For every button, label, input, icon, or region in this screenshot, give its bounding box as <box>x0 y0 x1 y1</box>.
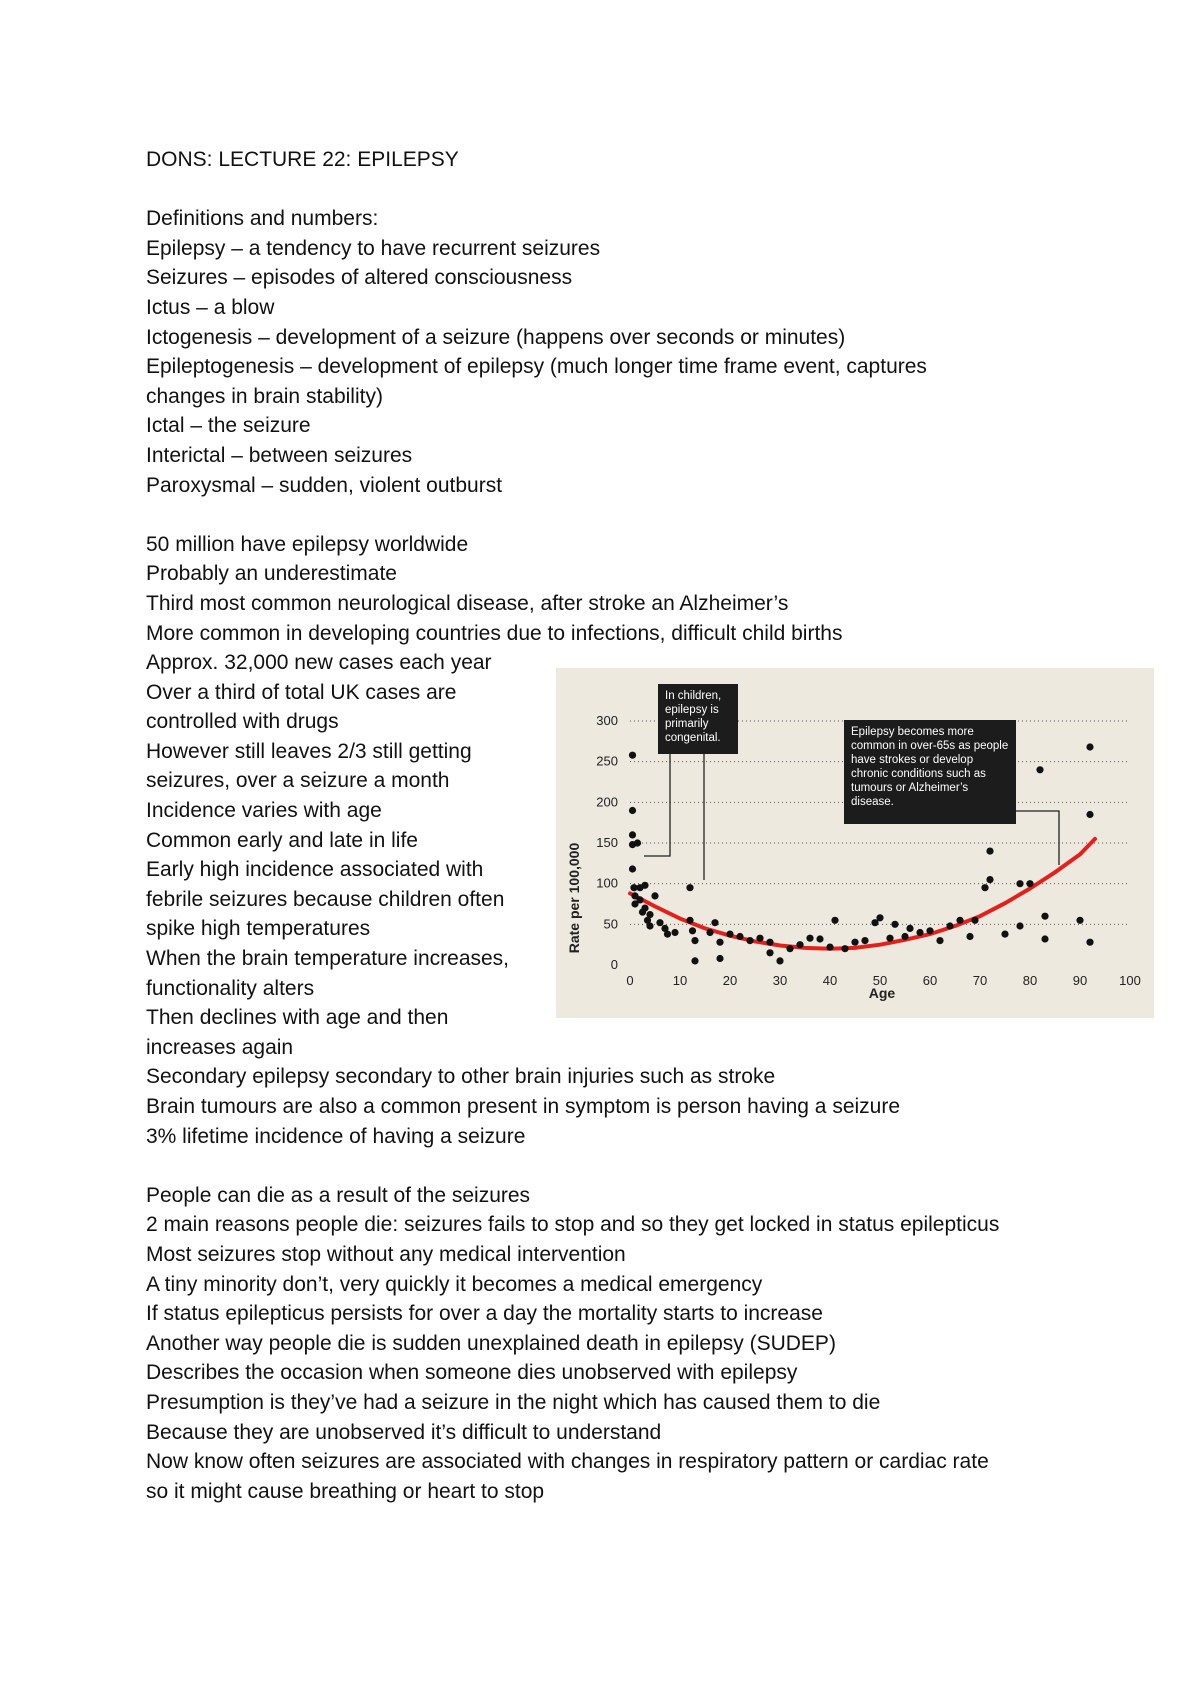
text-line: seizures, over a seizure a month <box>146 769 450 793</box>
text-line: Now know often seizures are associated with changes in respiratory pattern or cardiac rate <box>146 1450 989 1474</box>
text-line: Because they are unobserved it’s difficult to understand <box>146 1420 662 1444</box>
data-point <box>664 931 671 938</box>
data-point <box>936 937 943 944</box>
data-point <box>796 941 803 948</box>
data-point <box>629 752 636 759</box>
text-line: Describes the occasion when someone dies unobserved with epilepsy <box>146 1361 798 1385</box>
text-line: A tiny minority don’t, very quickly it becomes a medical emergency <box>146 1272 763 1296</box>
data-point <box>916 929 923 936</box>
text-line: Seizures – episodes of altered consciousness <box>146 266 573 290</box>
blank-line <box>146 175 1076 205</box>
x-tick-label: 100 <box>1119 973 1141 988</box>
text-line: Epileptogenesis – development of epilepsy (much longer time frame event, captures <box>146 355 927 379</box>
text-line: changes in brain stability) <box>146 384 383 408</box>
x-tick-label: 50 <box>872 973 888 988</box>
data-point <box>1001 931 1008 938</box>
data-point <box>861 937 868 944</box>
y-tick-label: 300 <box>596 713 618 728</box>
data-point <box>636 896 643 903</box>
data-point <box>691 957 698 964</box>
data-point <box>1041 913 1048 920</box>
data-point <box>766 949 773 956</box>
data-point <box>651 892 658 899</box>
y-tick-label: 50 <box>603 916 618 932</box>
data-point <box>966 933 973 940</box>
data-point <box>816 935 823 942</box>
data-point <box>1086 939 1093 946</box>
text-line: Ictogenesis – development of a seizure (happens over seconds or minutes) <box>146 325 846 349</box>
annotation-leader <box>644 754 670 856</box>
x-tick-label: 0 <box>626 973 634 988</box>
trend-line <box>630 839 1095 949</box>
x-tick-label: 10 <box>672 973 688 988</box>
text-line: Probably an underestimate <box>146 562 397 586</box>
annotation-over-65s: Epilepsy becomes more common in over-65s as people have strokes or develop chronic conditions such as tumours or Alzheimer’s disease. <box>844 720 1016 824</box>
text-line: increases again <box>146 1035 294 1059</box>
data-point <box>1076 917 1083 924</box>
y-tick-label: 200 <box>596 794 618 810</box>
data-point <box>906 925 913 932</box>
text-line: Presumption is they’ve had a seizure in the night which has caused them to die <box>146 1390 881 1414</box>
data-point <box>706 929 713 936</box>
x-axis-title: Age <box>868 985 896 1001</box>
y-tick-label: 250 <box>596 753 618 769</box>
data-point <box>629 831 636 838</box>
data-point <box>806 935 813 942</box>
x-tick-label: 60 <box>922 973 938 988</box>
data-point <box>1086 743 1093 750</box>
text-line: Ictal – the seizure <box>146 414 311 438</box>
data-point <box>891 921 898 928</box>
data-point <box>776 957 783 964</box>
text-line: 50 million have epilepsy worldwide <box>146 532 469 556</box>
text-line: Definitions and numbers: <box>146 207 379 231</box>
text-beside-figure <box>146 648 546 1062</box>
data-point <box>831 917 838 924</box>
data-point <box>1036 766 1043 773</box>
data-point <box>901 933 908 940</box>
blank-line <box>146 1151 1076 1181</box>
annotation-children: In children, epilepsy is primarily congenital. <box>658 684 738 754</box>
data-point <box>1041 935 1048 942</box>
data-point <box>986 848 993 855</box>
data-point <box>716 939 723 946</box>
x-tick-label: 90 <box>1072 973 1088 988</box>
data-point <box>786 945 793 952</box>
definitions-section <box>146 204 1076 500</box>
data-point <box>1026 880 1033 887</box>
data-point <box>671 929 678 936</box>
data-point <box>634 839 641 846</box>
text-line: Secondary epilepsy secondary to other brain injuries such as stroke <box>146 1065 776 1089</box>
text-line: 3% lifetime incidence of having a seizure <box>146 1124 526 1148</box>
mortality-section <box>146 1181 1076 1507</box>
incidence-chart-figure <box>556 668 1154 1018</box>
data-point <box>711 919 718 926</box>
data-point <box>691 937 698 944</box>
annotation-leader <box>1016 811 1059 865</box>
data-point <box>886 935 893 942</box>
data-point <box>726 931 733 938</box>
y-tick-label: 100 <box>596 875 618 891</box>
text-line: Early high incidence associated with <box>146 858 484 882</box>
data-point <box>1016 880 1023 887</box>
data-point <box>746 937 753 944</box>
data-point <box>971 917 978 924</box>
data-point <box>736 933 743 940</box>
y-tick-label: 150 <box>596 835 618 850</box>
text-line: so it might cause breathing or heart to stop <box>146 1479 545 1503</box>
text-line: Incidence varies with age <box>146 799 382 823</box>
data-point <box>641 905 648 912</box>
x-tick-label: 30 <box>772 973 788 988</box>
document-heading: DONS: LECTURE 22: EPILEPSY <box>146 148 459 171</box>
text-line: Then declines with age and then <box>146 1006 449 1030</box>
x-tick-label: 80 <box>1022 973 1038 988</box>
y-axis-title: Rate per 100,000 <box>566 842 582 954</box>
data-point <box>1086 811 1093 818</box>
text-line: Another way people die is sudden unexplained death in epilepsy (SUDEP) <box>146 1331 836 1355</box>
text-line: 2 main reasons people die: seizures fails to stop and so they get locked in status epilepticus <box>146 1213 1000 1237</box>
y-tick-label: 0 <box>610 957 618 972</box>
text-line: Paroxysmal – sudden, violent outburst <box>146 473 503 497</box>
text-line: When the brain temperature increases, <box>146 947 510 971</box>
text-line: controlled with drugs <box>146 710 339 734</box>
data-point <box>946 922 953 929</box>
data-point <box>641 882 648 889</box>
x-tick-label: 20 <box>722 973 738 988</box>
text-line: spike high temperatures <box>146 917 371 941</box>
data-point <box>826 944 833 951</box>
text-line: However still leaves 2/3 still getting <box>146 739 472 763</box>
data-point <box>646 922 653 929</box>
blank-line <box>146 500 1076 530</box>
data-point <box>851 939 858 946</box>
text-line: Third most common neurological disease, after stroke an Alzheimer’s <box>146 591 789 615</box>
text-line: People can die as a result of the seizures <box>146 1183 531 1207</box>
data-point <box>656 919 663 926</box>
text-line: Most seizures stop without any medical intervention <box>146 1242 626 1266</box>
text-line: Common early and late in life <box>146 828 418 852</box>
data-point <box>686 884 693 891</box>
data-point <box>986 876 993 883</box>
data-point <box>876 914 883 921</box>
x-tick-label: 70 <box>972 973 988 988</box>
data-point <box>926 927 933 934</box>
data-point <box>756 935 763 942</box>
text-line: More common in developing countries due to infections, difficult child births <box>146 621 843 645</box>
text-line: functionality alters <box>146 976 315 1000</box>
data-point <box>629 807 636 814</box>
data-point <box>686 917 693 924</box>
data-point <box>981 884 988 891</box>
data-point <box>629 865 636 872</box>
text-line: If status epilepticus persists for over a day the mortality starts to increase <box>146 1302 823 1326</box>
text-line: Approx. 32,000 new cases each year <box>146 651 492 675</box>
text-line: Brain tumours are also a common present in symptom is person having a seizure <box>146 1095 901 1118</box>
data-point <box>716 955 723 962</box>
text-line: febrile seizures because children often <box>146 887 505 911</box>
text-line: Ictus – a blow <box>146 295 275 319</box>
text-line: Interictal – between seizures <box>146 443 413 467</box>
data-point <box>646 911 653 918</box>
data-point <box>766 939 773 946</box>
text-line: Over a third of total UK cases are <box>146 680 457 704</box>
x-tick-label: 40 <box>822 973 838 988</box>
data-point <box>689 927 696 934</box>
text-line: Epilepsy – a tendency to have recurrent seizures <box>146 236 601 260</box>
data-point <box>1016 922 1023 929</box>
data-point <box>956 917 963 924</box>
data-point <box>841 945 848 952</box>
